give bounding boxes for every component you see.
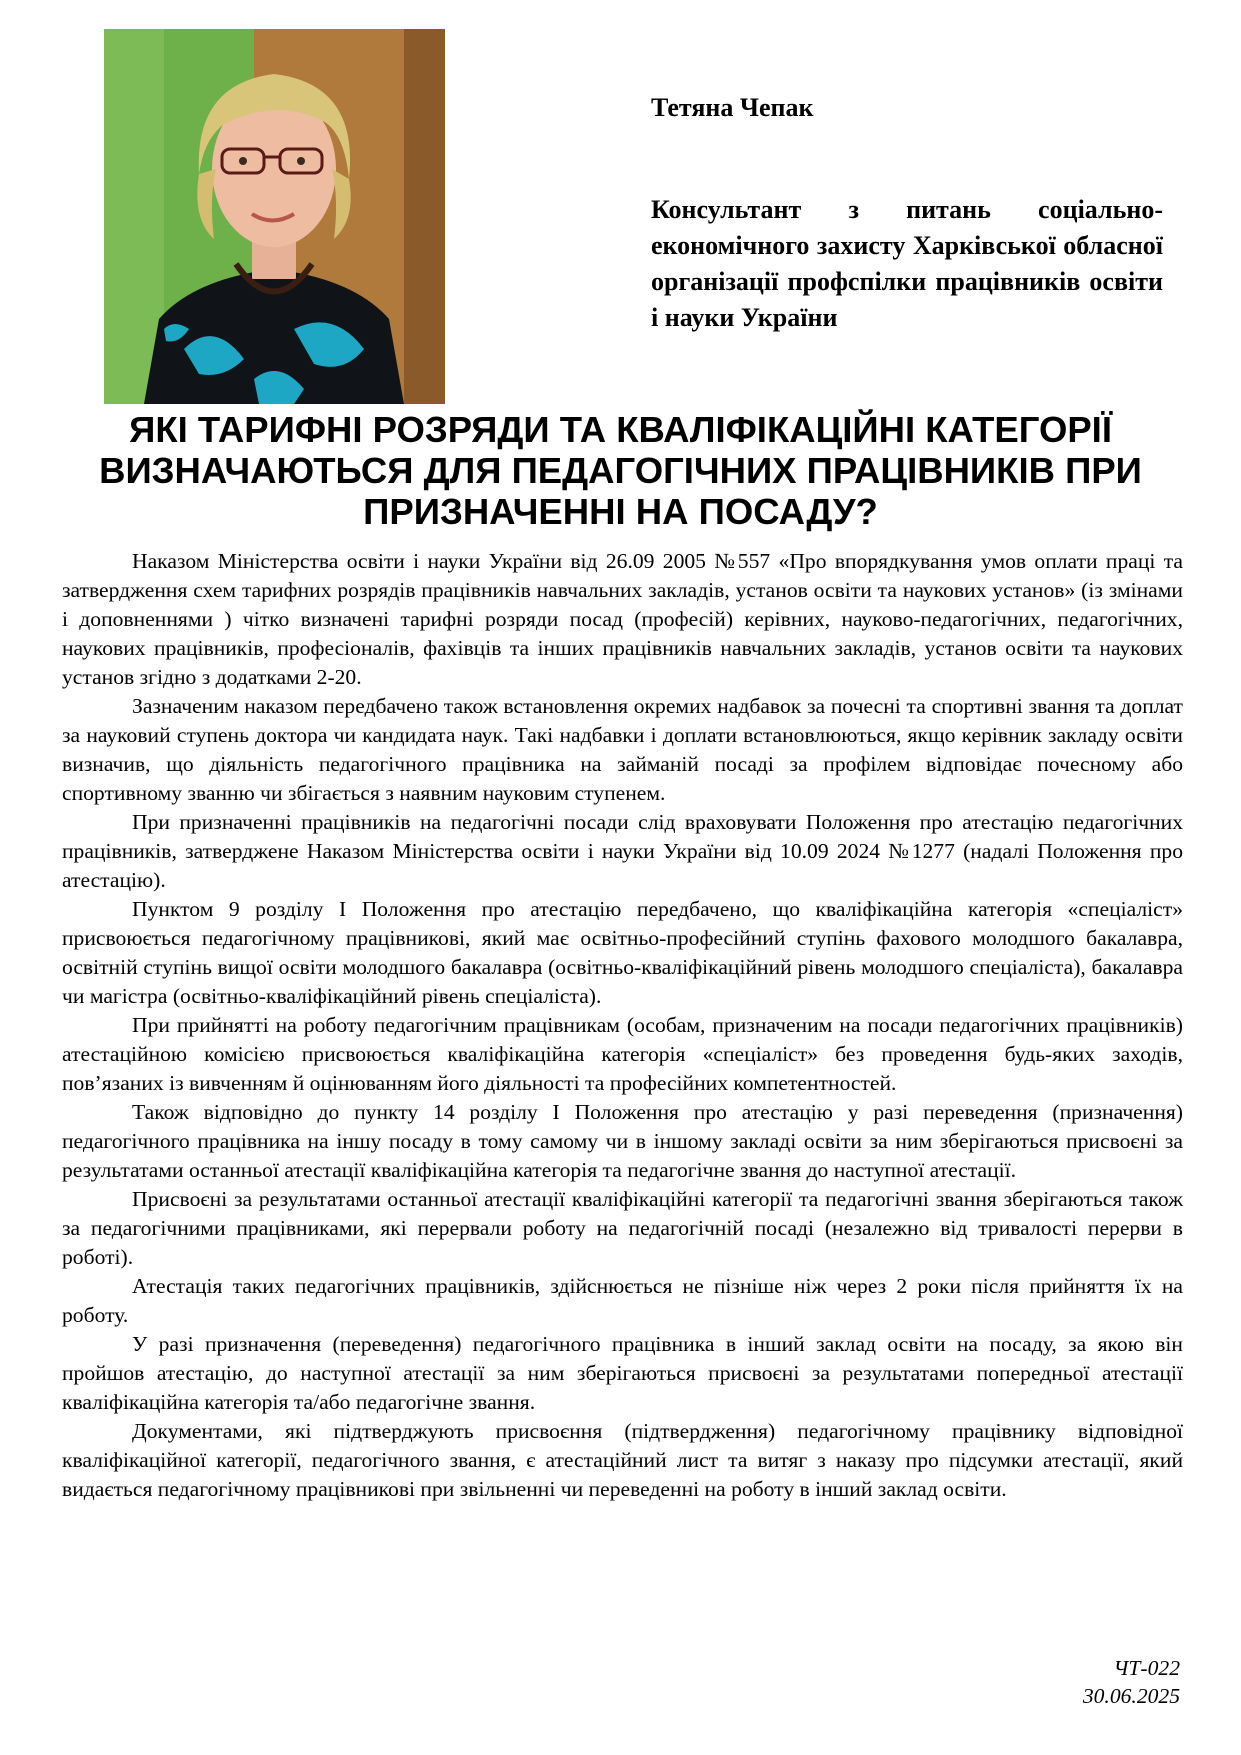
document-code: ЧТ-022 bbox=[1113, 1656, 1180, 1680]
paragraph: У разі призначення (переведення) педагогічного працівника в інший заклад освіти на посаду, за якою він пройшов атестацію, до наступної атестації за ним зберігаються присвоєні за результатами попередньої атестації кваліфікаційна категорія та/або педагогічне звання. bbox=[62, 1332, 1183, 1414]
paragraph: Наказом Міністерства освіти і науки України від 26.09 2005 №557 «Про впорядкування умов оплати праці та затвердження схем тарифних розрядів працівників навчальних закладів, установ освіти та наукових установ» (із змінами і доповненнями ) чітко визначені тарифні розряди посад (професій) керівних, науково-педагогічних, педагогічних, наукових працівників, професіоналів, фахівців та інших працівників навчальних закладів, установ освіти та наукових установ згідно з додатками 2-20. bbox=[62, 549, 1183, 689]
author-photo bbox=[104, 29, 445, 404]
author-name: Тетяна Чепак bbox=[651, 93, 814, 122]
paragraph: Зазначеним наказом передбачено також встановлення окремих надбавок за почесні та спортивні звання та доплат за науковий ступень доктора чи кандидата наук. Такі надбавки і доплати встановлюються, якщо керівник закладу освіти визначив, що діяльність педагогічного працівника на займаній посаді за профілем відповідає почесному або спортивному званню чи збігається з наявним науковим ступенем. bbox=[62, 694, 1183, 805]
article-title: ЯКІ ТАРИФНІ РОЗРЯДИ ТА КВАЛІФІКАЦІЙНІ КАТЕГОРІЇ ВИЗНАЧАЮТЬСЯ ДЛЯ ПЕДАГОГІЧНИХ ПРАЦІВНИКІВ ПРИ ПРИЗНАЧЕННІ НА ПОСАДУ? bbox=[99, 409, 1142, 532]
paragraph: Атестація таких педагогічних працівників, здійснюється не пізніше ніж через 2 роки після прийняття їх на роботу. bbox=[62, 1274, 1183, 1327]
paragraph: Документами, які підтверджують присвоєння (підтвердження) педагогічному працівнику відповідної кваліфікаційної категорії, педагогічного звання, є атестаційний лист та витяг з наказу про підсумки атестації, який видається педагогічному працівникові при звільненні чи переведенні на роботу в інший заклад освіти. bbox=[62, 1419, 1183, 1501]
article-body bbox=[62, 547, 1183, 1504]
author-role: Консультант з питань соціально-економічного захисту Харківської обласної організації профспілки працівників освіти і науки України bbox=[651, 195, 1163, 332]
document-date: 30.06.2025 bbox=[1082, 1684, 1180, 1708]
paragraph: При призначенні працівників на педагогічні посади слід враховувати Положення про атестацію педагогічних працівників, затверджене Наказом Міністерства освіти і науки України від 10.09 2024 №1277 (надалі Положення про атестацію). bbox=[62, 810, 1183, 892]
paragraph: Пунктом 9 розділу І Положення про атестацію передбачено, що кваліфікаційна категорія «спеціаліст» присвоюється педагогічному працівникові, який має освітньо-професійний ступінь фахового молодшого бакалавра, освітній ступінь вищої освіти молодшого бакалавра (освітньо-кваліфікаційний рівень молодшого спеціаліста), бакалавра чи магістра (освітньо-кваліфікаційний рівень спеціаліста). bbox=[62, 897, 1183, 1008]
paragraph: При прийнятті на роботу педагогічним працівникам (особам, призначеним на посади педагогічних працівників) атестаційною комісією присвоюється кваліфікаційна категорія «спеціаліст» без проведення будь-яких заходів, пов’язаних із вивченням й оцінюванням його діяльності та професійних компетентностей. bbox=[62, 1013, 1183, 1095]
paragraph: Також відповідно до пункту 14 розділу І Положення про атестацію у разі переведення (призначення) педагогічного працівника на іншу посаду в тому самому чи в іншому закладі освіти за ним зберігаються присвоєні за результатами останньої атестації кваліфікаційна категорія та педагогічне звання до наступної атестації. bbox=[62, 1100, 1183, 1182]
paragraph: Присвоєні за результатами останньої атестації кваліфікаційні категорії та педагогічні звання зберігаються також за педагогічними працівниками, які перервали роботу на педагогічній посаді (незалежно від тривалості перерви в роботі). bbox=[62, 1187, 1183, 1269]
